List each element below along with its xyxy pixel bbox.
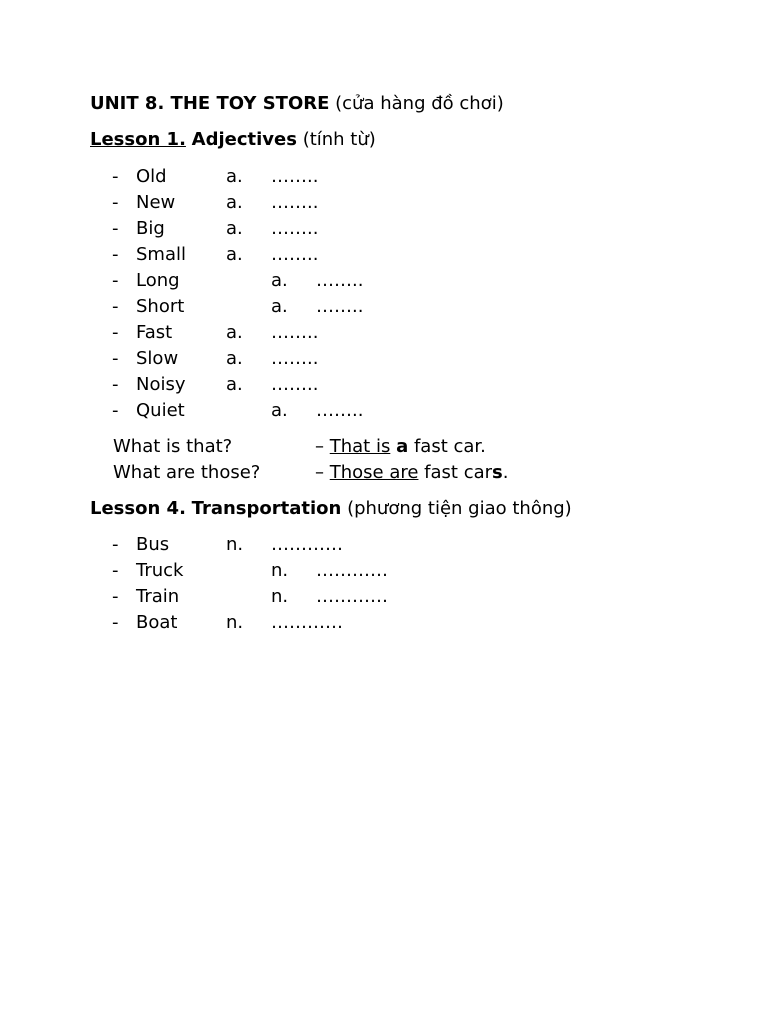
vocab-word: Bus — [136, 534, 170, 555]
vocab-row — [0, 244, 768, 270]
list-dash: - — [112, 166, 119, 187]
answer-blank: ………… — [316, 586, 388, 607]
vocab-word: Big — [136, 218, 165, 239]
vocab-word: Boat — [136, 612, 178, 633]
list-dash: - — [112, 400, 119, 421]
answer-blank: ………… — [271, 612, 343, 633]
example-row — [0, 436, 768, 462]
example-question: What is that? — [113, 436, 233, 457]
example-question: What are those? — [113, 462, 261, 483]
lesson4-label: Lesson 4. — [90, 498, 186, 519]
answer-blank: …….. — [316, 270, 364, 291]
list-dash: - — [112, 348, 119, 369]
vocab-row — [0, 374, 768, 400]
part-of-speech: a. — [226, 322, 243, 343]
answer-blank: …….. — [316, 400, 364, 421]
vocab-word: Fast — [136, 322, 173, 343]
vocab-row — [0, 270, 768, 296]
list-dash: - — [112, 612, 119, 633]
list-dash: - — [112, 270, 119, 291]
answer-blank: …….. — [271, 244, 319, 265]
list-dash: - — [112, 322, 119, 343]
part-of-speech: a. — [226, 374, 243, 395]
lesson1-heading — [90, 129, 376, 151]
answer-blank: ………… — [271, 534, 343, 555]
vocab-word: Train — [136, 586, 180, 607]
answer-blank: …….. — [271, 322, 319, 343]
example-rest: fast car. — [413, 436, 486, 457]
part-of-speech: n. — [271, 560, 289, 581]
example-period: . — [502, 462, 509, 483]
example-answer — [315, 436, 486, 458]
vocab-row — [0, 400, 768, 426]
example-answer — [315, 462, 508, 484]
part-of-speech: a. — [271, 270, 288, 291]
example-row — [0, 462, 768, 488]
example-bold-suffix: s — [492, 462, 503, 483]
answer-blank: …….. — [316, 296, 364, 317]
example-subject: Those are — [329, 462, 419, 483]
part-of-speech: a. — [271, 400, 288, 421]
example-dash: – — [315, 462, 324, 483]
example-dash: – — [315, 436, 324, 457]
vocab-word: Short — [136, 296, 185, 317]
vocab-word: Truck — [136, 560, 184, 581]
vocab-word: Small — [136, 244, 186, 265]
answer-blank: ………… — [316, 560, 388, 581]
vocab-row — [0, 296, 768, 322]
part-of-speech: n. — [271, 586, 289, 607]
list-dash: - — [112, 560, 119, 581]
lesson1-label: Lesson 1. — [90, 129, 186, 150]
answer-blank: …….. — [271, 218, 319, 239]
list-dash: - — [112, 534, 119, 555]
vocab-word: Old — [136, 166, 167, 187]
part-of-speech: a. — [226, 348, 243, 369]
answer-blank: …….. — [271, 348, 319, 369]
part-of-speech: a. — [226, 244, 243, 265]
part-of-speech: a. — [226, 166, 243, 187]
vocab-row — [0, 166, 768, 192]
list-dash: - — [112, 244, 119, 265]
part-of-speech: a. — [271, 296, 288, 317]
vocab-row — [0, 534, 768, 560]
vocab-row — [0, 192, 768, 218]
list-dash: - — [112, 296, 119, 317]
vocab-word: New — [136, 192, 176, 213]
part-of-speech: n. — [226, 612, 244, 633]
list-dash: - — [112, 218, 119, 239]
vocab-word: Slow — [136, 348, 179, 369]
vocab-row — [0, 348, 768, 374]
lesson4-translation: (phương tiện giao thông) — [347, 498, 572, 519]
lesson1-translation: (tính từ) — [302, 129, 376, 150]
vocab-row — [0, 612, 768, 638]
vocab-row — [0, 218, 768, 244]
unit-translation: (cửa hàng đồ chơi) — [335, 93, 504, 114]
vocab-row — [0, 560, 768, 586]
vocab-word: Quiet — [136, 400, 185, 421]
example-rest: fast car — [424, 462, 493, 483]
answer-blank: …….. — [271, 374, 319, 395]
example-bold-word: a — [396, 436, 409, 457]
lesson1-topic: Adjectives — [191, 129, 297, 150]
vocab-word: Noisy — [136, 374, 186, 395]
answer-blank: …….. — [271, 192, 319, 213]
lesson4-topic: Transportation — [191, 498, 342, 519]
list-dash: - — [112, 192, 119, 213]
lesson4-heading — [90, 498, 572, 520]
part-of-speech: n. — [226, 534, 244, 555]
part-of-speech: a. — [226, 192, 243, 213]
list-dash: - — [112, 586, 119, 607]
vocab-row — [0, 322, 768, 348]
vocab-word: Long — [136, 270, 180, 291]
example-subject: That is — [329, 436, 391, 457]
unit-title: UNIT 8. THE TOY STORE — [90, 93, 330, 114]
answer-blank: …….. — [271, 166, 319, 187]
list-dash: - — [112, 374, 119, 395]
part-of-speech: a. — [226, 218, 243, 239]
unit-heading — [90, 93, 504, 115]
vocab-row — [0, 586, 768, 612]
